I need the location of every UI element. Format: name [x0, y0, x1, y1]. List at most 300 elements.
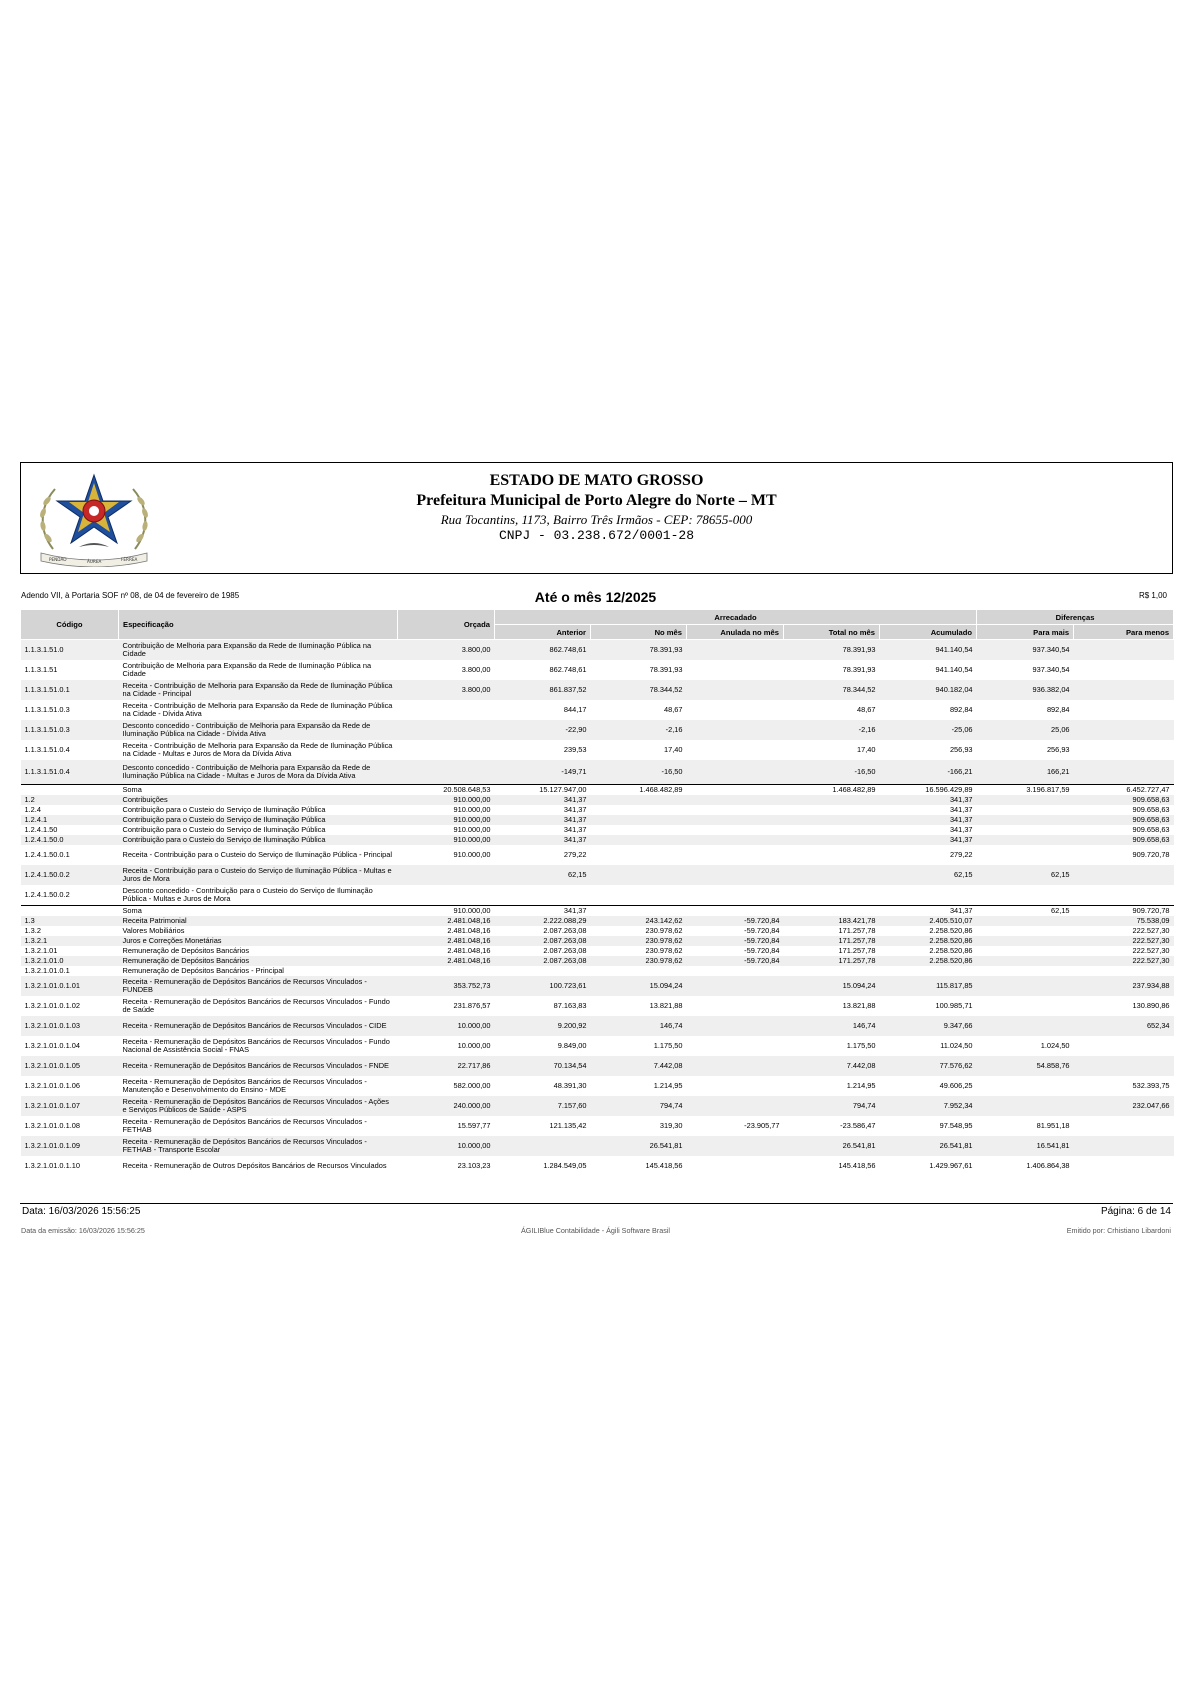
cell-total-mes: 48,67 — [857, 705, 876, 714]
cell-anterior: 7.157,60 — [495, 1096, 591, 1116]
letterhead — [20, 462, 1173, 574]
cell-anulada — [687, 976, 784, 996]
cell-para-menos: 222.527,30 — [1074, 936, 1174, 946]
table-row — [21, 885, 1174, 906]
cell-anterior: 341,37 — [563, 805, 587, 814]
cell-codigo: 1.1.3.1.51.0.3 — [24, 705, 70, 714]
cell-para-mais — [977, 996, 1074, 1016]
cell-orcada: 582.000,00 — [453, 1081, 491, 1090]
cell-para-menos: 652,34 — [1074, 1016, 1174, 1036]
cell-codigo: 1.3.2.1.01.0.1.07 — [21, 1096, 119, 1116]
cell-anterior: 100.723,61 — [495, 976, 591, 996]
soma-row — [21, 785, 1174, 796]
cell-acumulado: 2.258.520,86 — [880, 956, 977, 966]
cell-para-menos: 909.658,63 — [1074, 815, 1174, 825]
page-number: Página: 6 de 14 — [1100, 1206, 1171, 1217]
cell-total-mes: 78.391,93 — [784, 640, 880, 661]
cell-codigo: 1.3.2.1.01.0.1.10 — [24, 1161, 80, 1170]
cell-espec: Receita - Contribuição para o Custeio do Serviço de Iluminação Pública - Multas e Juros de Mora — [119, 865, 398, 885]
cell-espec: Receita - Remuneração de Depósitos Bancários de Recursos Vinculados - Fundo Nacional de Assistência Social - FNAS — [122, 1037, 390, 1054]
cell-espec: Receita - Remuneração de Depósitos Bancários de Recursos Vinculados - Manutenção e Desenvolvimento do Ensino - MDE — [122, 1077, 367, 1094]
cell-no-mes: 78.391,93 — [591, 640, 687, 661]
cell-anterior: 48.391,30 — [553, 1081, 587, 1090]
cell-para-menos — [1074, 885, 1174, 906]
cell-anulada — [687, 1016, 784, 1036]
cell-anterior: 862.748,61 — [549, 665, 587, 674]
cell-anulada — [687, 906, 784, 917]
cell-no-mes — [591, 795, 687, 805]
cell-anterior: 341,37 — [495, 815, 591, 825]
cell-para-menos: 222.527,30 — [1074, 956, 1174, 966]
cell-anterior: 2.087.263,08 — [495, 936, 591, 946]
cell-total-mes — [784, 825, 880, 835]
cell-codigo: 1.3.2.1.01.0.1.08 — [24, 1121, 80, 1130]
cell-no-mes: 13.821,88 — [649, 1001, 683, 1010]
period-title: Até o mês 12/2025 — [534, 589, 657, 605]
cell-espec: Remuneração de Depósitos Bancários — [119, 956, 398, 966]
table-row — [21, 845, 1174, 865]
cell-no-mes — [591, 865, 687, 885]
table-row — [21, 966, 1174, 976]
cell-acumulado: 100.985,71 — [935, 1001, 973, 1010]
cell-no-mes: 230.978,62 — [591, 936, 687, 946]
cell-para-menos — [1074, 865, 1174, 885]
cell-acumulado: 2.258.520,86 — [929, 946, 973, 955]
cell-anulada — [687, 1096, 784, 1116]
cell-no-mes: -2,16 — [591, 720, 687, 740]
cell-anulada — [687, 680, 784, 700]
table-row — [21, 740, 1174, 760]
col-para-mais: Para mais — [977, 625, 1074, 640]
cell-orcada: 240.000,00 — [398, 1096, 495, 1116]
cell-para-menos: 909.658,63 — [1074, 835, 1174, 845]
cell-para-menos: 909.658,63 — [1132, 825, 1170, 834]
cell-codigo: 1.2.4.1.50.0 — [21, 835, 119, 845]
cell-para-menos: 222.527,30 — [1132, 946, 1170, 955]
cell-no-mes — [591, 815, 687, 825]
cell-espec: Contribuição para o Custeio do Serviço de Iluminação Pública — [119, 815, 398, 825]
cell-codigo: 1.3.2.1.01 — [24, 946, 58, 955]
cell-para-mais — [977, 966, 1074, 976]
cell-orcada: 2.481.048,16 — [398, 936, 495, 946]
cell-para-mais: 1.024,50 — [1040, 1041, 1070, 1050]
cell-no-mes: 230.978,62 — [645, 926, 683, 935]
table-body — [21, 640, 1174, 1177]
table-row — [21, 865, 1174, 885]
col-acumulado: Acumulado — [880, 625, 977, 640]
table-row — [21, 956, 1174, 966]
cell-total-mes — [784, 815, 880, 825]
cell-codigo: 1.3.2.1.01.0.1.09 — [21, 1136, 119, 1156]
cell-espec: Contribuição para o Custeio do Serviço de Iluminação Pública — [119, 835, 398, 845]
cell-para-mais — [977, 916, 1074, 926]
legal-reference: Adendo VII, à Portaria SOF nº 08, de 04 de fevereiro de 1985 — [21, 591, 240, 600]
cell-anulada — [687, 1076, 784, 1096]
cell-acumulado: 2.405.510,07 — [880, 916, 977, 926]
col-anterior: Anterior — [495, 625, 591, 640]
col-orcada: Orçada — [398, 610, 495, 640]
cell-anulada: -59.720,84 — [744, 926, 780, 935]
cell-acumulado: 341,37 — [880, 815, 977, 825]
cell-total-mes — [784, 885, 880, 906]
cell-acumulado — [880, 885, 977, 906]
cell-no-mes — [591, 835, 687, 845]
cell-espec: Receita - Contribuição de Melhoria para Expansão da Rede de Iluminação Pública na Cidade - Multas e Juros de Mora da Dívida Ativa — [122, 741, 393, 758]
cell-no-mes — [591, 966, 687, 976]
table-row — [21, 815, 1174, 825]
cell-codigo: 1.1.3.1.51.0.1 — [21, 680, 119, 700]
cell-para-menos — [1074, 720, 1174, 740]
cell-para-mais: 937.340,54 — [1032, 665, 1070, 674]
cell-total-mes — [784, 845, 880, 865]
cell-anulada — [687, 835, 784, 845]
cell-para-mais: 166,21 — [977, 760, 1074, 785]
cell-orcada: 2.481.048,16 — [447, 946, 491, 955]
cell-orcada — [398, 720, 495, 740]
cell-acumulado: 115.817,85 — [880, 976, 977, 996]
cell-espec: Receita - Remuneração de Depósitos Bancários de Recursos Vinculados - FUNDEB — [119, 976, 398, 996]
cell-para-mais — [977, 825, 1074, 835]
cell-acumulado: 892,84 — [949, 705, 973, 714]
cell-total-mes: 171.257,78 — [784, 956, 880, 966]
cell-para-mais — [977, 936, 1074, 946]
cell-codigo: 1.3.2.1.01.0.1.02 — [24, 1001, 80, 1010]
cell-acumulado: 1.429.967,61 — [929, 1161, 973, 1170]
cell-anulada — [687, 660, 784, 680]
cell-espec: Receita - Remuneração de Depósitos Bancários de Recursos Vinculados - FNDE — [119, 1056, 398, 1076]
svg-text:FÉRREA: FÉRREA — [121, 557, 138, 562]
cell-acumulado: 341,37 — [949, 805, 973, 814]
cell-para-mais — [977, 815, 1074, 825]
table-row — [21, 1036, 1174, 1056]
cell-codigo: 1.1.3.1.51 — [24, 665, 58, 674]
cell-anulada — [687, 815, 784, 825]
cell-para-mais: 54.858,76 — [977, 1056, 1074, 1076]
cell-orcada — [398, 885, 495, 906]
cell-para-mais: 937.340,54 — [977, 640, 1074, 661]
cell-para-mais: 62,15 — [977, 906, 1074, 917]
cell-para-mais: 25,06 — [977, 720, 1074, 740]
cell-anterior: 9.849,00 — [557, 1041, 587, 1050]
cell-para-mais — [977, 885, 1074, 906]
cell-anterior: -22,90 — [495, 720, 591, 740]
cell-para-menos — [1074, 640, 1174, 661]
cell-no-mes: 230.978,62 — [591, 956, 687, 966]
table-row — [21, 660, 1174, 680]
cell-para-menos: 237.934,88 — [1074, 976, 1174, 996]
cell-total-mes — [784, 966, 880, 976]
cell-total-mes: 1.214,95 — [846, 1081, 876, 1090]
cell-espec: Receita - Contribuição de Melhoria para Expansão da Rede de Iluminação Pública na Cidade - Dívida Ativa — [122, 701, 393, 718]
cell-anterior — [495, 966, 591, 976]
table-row — [21, 795, 1174, 805]
cell-anulada — [687, 1156, 784, 1176]
cell-codigo: 1.2.4.1 — [21, 815, 119, 825]
cell-anulada — [687, 700, 784, 720]
cell-anulada: -59.720,84 — [687, 936, 784, 946]
cell-codigo: 1.3.2.1.01.0.1.04 — [24, 1041, 80, 1050]
cell-total-mes: 17,40 — [857, 745, 876, 754]
cell-espec: Contribuições — [119, 795, 398, 805]
cell-total-mes: -16,50 — [784, 760, 880, 785]
cell-espec: Receita - Remuneração de Depósitos Bancários de Recursos Vinculados - FETHAB - Transporte Escolar — [119, 1136, 398, 1156]
cell-codigo: 1.3.2.1.01.0.1.03 — [21, 1016, 119, 1036]
cell-orcada: 2.481.048,16 — [398, 916, 495, 926]
cell-anterior: 862.748,61 — [495, 640, 591, 661]
cell-no-mes: 7.442,08 — [591, 1056, 687, 1076]
cell-espec: Contribuição de Melhoria para Expansão da Rede de Iluminação Pública na Cidade — [122, 661, 372, 678]
cell-no-mes: 78.344,52 — [591, 680, 687, 700]
cell-codigo: 1.1.3.1.51.0 — [21, 640, 119, 661]
cell-orcada: 22.717,86 — [398, 1056, 495, 1076]
cell-anterior: 2.222.088,29 — [495, 916, 591, 926]
emission-date: Data da emissão: 16/03/2026 15:56:25 — [21, 1226, 145, 1235]
table-row — [21, 916, 1174, 926]
cell-orcada: 353.752,73 — [398, 976, 495, 996]
revenue-table — [20, 609, 1174, 1176]
cell-anulada — [687, 805, 784, 815]
svg-text:PENDÃO: PENDÃO — [49, 557, 67, 562]
cell-codigo: 1.3 — [21, 916, 119, 926]
cell-anulada — [687, 720, 784, 740]
cell-espec: Remuneração de Depósitos Bancários - Principal — [122, 966, 284, 975]
table-row — [21, 1156, 1174, 1176]
cell-espec: Receita - Remuneração de Depósitos Bancários de Recursos Vinculados - FETHAB — [122, 1117, 367, 1134]
cell-anulada — [687, 785, 784, 796]
cell-espec: Receita - Contribuição de Melhoria para Expansão da Rede de Iluminação Pública na Cidade - Principal — [119, 680, 398, 700]
cell-para-menos: 222.527,30 — [1132, 926, 1170, 935]
cell-acumulado: -25,06 — [880, 720, 977, 740]
cell-no-mes: 146,74 — [591, 1016, 687, 1036]
cell-no-mes: -16,50 — [591, 760, 687, 785]
cell-anterior: 2.087.263,08 — [495, 956, 591, 966]
cell-para-menos: 6.452.727,47 — [1074, 785, 1174, 796]
cell-no-mes: 26.541,81 — [591, 1136, 687, 1156]
cell-anulada — [687, 1036, 784, 1056]
cell-no-mes: 78.391,93 — [649, 665, 683, 674]
cell-codigo: 1.3.2.1.01.0.1.06 — [24, 1081, 80, 1090]
cell-anterior: 62,15 — [495, 865, 591, 885]
cell-acumulado: 941.140,54 — [935, 665, 973, 674]
cell-no-mes — [591, 906, 687, 917]
cell-total-mes — [784, 906, 880, 917]
cell-orcada: 10.000,00 — [457, 1041, 491, 1050]
col-especificacao: Especificação — [119, 610, 398, 640]
cell-acumulado: 26.541,81 — [880, 1136, 977, 1156]
cell-orcada: 2.481.048,16 — [447, 926, 491, 935]
cell-no-mes: 794,74 — [591, 1096, 687, 1116]
cell-para-menos — [1074, 660, 1174, 680]
software-credit: ÁGILIBlue Contabilidade - Ágili Software Brasil — [520, 1226, 670, 1235]
table-row — [21, 996, 1174, 1016]
cell-para-mais — [977, 956, 1074, 966]
cell-total-mes: 1.468.482,89 — [784, 785, 880, 796]
cell-total-mes: 26.541,81 — [784, 1136, 880, 1156]
cell-codigo: 1.3.2.1 — [21, 936, 119, 946]
cell-total-mes: 1.175,50 — [846, 1041, 876, 1050]
table-row — [21, 805, 1174, 815]
table-row — [21, 1076, 1174, 1096]
cell-espec: Receita - Remuneração de Depósitos Bancários de Recursos Vinculados - Fundo de Saúde — [122, 997, 390, 1014]
cell-anulada — [687, 885, 784, 906]
cell-orcada: 3.800,00 — [398, 680, 495, 700]
cell-espec: Soma — [119, 906, 398, 917]
cell-para-menos: 75.538,09 — [1074, 916, 1174, 926]
cell-anulada: -23.905,77 — [744, 1121, 780, 1130]
cell-total-mes: 183.421,78 — [784, 916, 880, 926]
cell-orcada: 910.000,00 — [453, 850, 491, 859]
cell-anterior: 239,53 — [563, 745, 587, 754]
table-row — [21, 760, 1174, 785]
table-row — [21, 946, 1174, 956]
cell-acumulado: 97.548,95 — [939, 1121, 973, 1130]
cell-para-mais: 936.382,04 — [977, 680, 1074, 700]
table-row — [21, 1096, 1174, 1116]
cell-codigo: 1.2.4.1.50.0.2 — [24, 890, 70, 899]
cell-total-mes: 15.094,24 — [784, 976, 880, 996]
cell-acumulado: 341,37 — [880, 835, 977, 845]
col-total-mes: Total no mês — [784, 625, 880, 640]
cell-codigo: 1.2.4 — [24, 805, 41, 814]
table-row — [21, 926, 1174, 936]
cell-anterior: 1.284.549,05 — [543, 1161, 587, 1170]
cell-orcada: 910.000,00 — [453, 805, 491, 814]
group-arrecadado: Arrecadado — [495, 610, 977, 625]
cell-acumulado: 9.347,66 — [880, 1016, 977, 1036]
cell-orcada: 3.800,00 — [461, 665, 491, 674]
cell-para-mais: 3.196.817,59 — [977, 785, 1074, 796]
cell-espec: Soma — [119, 785, 398, 796]
cell-espec: Juros e Correções Monetárias — [119, 936, 398, 946]
cell-no-mes: 1.468.482,89 — [591, 785, 687, 796]
cell-espec: Receita - Remuneração de Outros Depósitos Bancários de Recursos Vinculados — [122, 1161, 387, 1170]
cell-no-mes: 1.214,95 — [653, 1081, 683, 1090]
cell-acumulado: 341,37 — [880, 795, 977, 805]
cell-acumulado: 941.140,54 — [880, 640, 977, 661]
cell-orcada: 20.508.648,53 — [398, 785, 495, 796]
cell-espec: Receita - Remuneração de Depósitos Bancários de Recursos Vinculados - Ações e Serviços Públicos de Saúde - ASPS — [119, 1096, 398, 1116]
cell-espec: Receita Patrimonial — [119, 916, 398, 926]
cell-no-mes: 319,30 — [659, 1121, 683, 1130]
cell-total-mes — [784, 795, 880, 805]
cell-para-menos — [1074, 966, 1174, 976]
cell-para-menos — [1074, 1156, 1174, 1176]
cell-para-menos: 532.393,75 — [1132, 1081, 1170, 1090]
cell-orcada: 910.000,00 — [398, 795, 495, 805]
cell-anulada — [687, 1056, 784, 1076]
cell-total-mes: -23.586,47 — [840, 1121, 876, 1130]
cell-anterior: 844,17 — [563, 705, 587, 714]
cell-anulada — [687, 760, 784, 785]
cell-para-mais — [977, 795, 1074, 805]
cell-anulada — [687, 795, 784, 805]
cell-para-mais: 1.406.864,38 — [1026, 1161, 1070, 1170]
cell-para-mais — [977, 805, 1074, 815]
cell-espec: Contribuição para o Custeio do Serviço de Iluminação Pública — [122, 805, 326, 814]
cell-acumulado: 279,22 — [949, 850, 973, 859]
cell-acumulado: 77.576,62 — [880, 1056, 977, 1076]
cell-orcada: 23.103,23 — [457, 1161, 491, 1170]
cell-espec: Contribuição de Melhoria para Expansão da Rede de Iluminação Pública na Cidade — [119, 640, 398, 661]
cell-acumulado: 2.258.520,86 — [880, 936, 977, 946]
cell-para-mais — [977, 1076, 1074, 1096]
city-hall-title: Prefeitura Municipal de Porto Alegre do Norte – MT — [416, 492, 777, 509]
cell-para-menos — [1074, 760, 1174, 785]
cell-total-mes: 78.344,52 — [784, 680, 880, 700]
cell-total-mes: 145.418,56 — [838, 1161, 876, 1170]
cell-anterior: 861.837,52 — [495, 680, 591, 700]
cell-no-mes — [591, 885, 687, 906]
cell-espec: Receita - Remuneração de Depósitos Bancários de Recursos Vinculados - CIDE — [119, 1016, 398, 1036]
cell-anulada — [687, 640, 784, 661]
cell-no-mes: 230.978,62 — [645, 946, 683, 955]
currency-unit: R$ 1,00 — [1138, 591, 1167, 600]
cell-total-mes — [784, 865, 880, 885]
cell-anterior: 341,37 — [495, 795, 591, 805]
cell-no-mes: 145.418,56 — [645, 1161, 683, 1170]
table-row — [21, 1116, 1174, 1136]
cell-anterior: 2.087.263,08 — [543, 926, 587, 935]
cell-para-menos: 909.720,78 — [1074, 906, 1174, 917]
cell-total-mes: 171.257,78 — [784, 936, 880, 946]
cell-para-menos — [1074, 1056, 1174, 1076]
cell-orcada: 10.000,00 — [398, 1016, 495, 1036]
table-row — [21, 835, 1174, 845]
cell-anterior: 15.127.947,00 — [495, 785, 591, 796]
cell-anulada — [687, 996, 784, 1016]
cell-para-mais: 62,15 — [977, 865, 1074, 885]
table-row — [21, 700, 1174, 720]
soma-row — [21, 906, 1174, 917]
cell-no-mes: 15.094,24 — [591, 976, 687, 996]
table-row — [21, 936, 1174, 946]
cell-espec: Desconto concedido - Contribuição para o Custeio do Serviço de Iluminação Pública - Multas e Juros de Mora — [122, 886, 373, 903]
cell-espec: Receita - Contribuição para o Custeio do Serviço de Iluminação Pública - Principal — [122, 850, 392, 859]
cell-total-mes: 13.821,88 — [842, 1001, 876, 1010]
cell-acumulado: 11.024,50 — [940, 1041, 973, 1050]
cell-anulada — [687, 740, 784, 760]
cell-total-mes: 146,74 — [784, 1016, 880, 1036]
cell-anterior: 87.163,83 — [553, 1001, 587, 1010]
cell-para-mais — [977, 835, 1074, 845]
cell-espec: Valores Mobiliários — [122, 926, 185, 935]
cell-orcada — [398, 865, 495, 885]
cell-para-mais — [977, 946, 1074, 956]
state-title: ESTADO DE MATO GROSSO — [489, 472, 704, 489]
cell-anterior: 341,37 — [563, 825, 587, 834]
cell-orcada — [398, 966, 495, 976]
cell-acumulado — [880, 966, 977, 976]
cell-para-mais — [977, 845, 1074, 865]
cell-codigo: 1.1.3.1.51.0.3 — [21, 720, 119, 740]
svg-text:ÁUREA: ÁUREA — [87, 559, 102, 564]
col-para-menos: Para menos — [1074, 625, 1174, 640]
table-row — [21, 1016, 1174, 1036]
cell-codigo: 1.3.2.1.01.0 — [21, 956, 119, 966]
cell-orcada: 910.000,00 — [398, 815, 495, 825]
cell-orcada: 231.876,57 — [453, 1001, 491, 1010]
cell-no-mes: 48,67 — [664, 705, 683, 714]
cell-codigo: 1.2 — [21, 795, 119, 805]
cell-no-mes: 243.142,62 — [591, 916, 687, 926]
cell-acumulado: 341,37 — [880, 906, 977, 917]
cell-anterior: 70.134,54 — [495, 1056, 591, 1076]
cell-acumulado: -166,21 — [880, 760, 977, 785]
cell-anterior: 341,37 — [495, 835, 591, 845]
cell-para-mais: 81.951,18 — [1036, 1121, 1070, 1130]
footer-date: Data: 16/03/2026 15:56:25 — [22, 1206, 141, 1217]
cell-acumulado: 341,37 — [949, 825, 973, 834]
